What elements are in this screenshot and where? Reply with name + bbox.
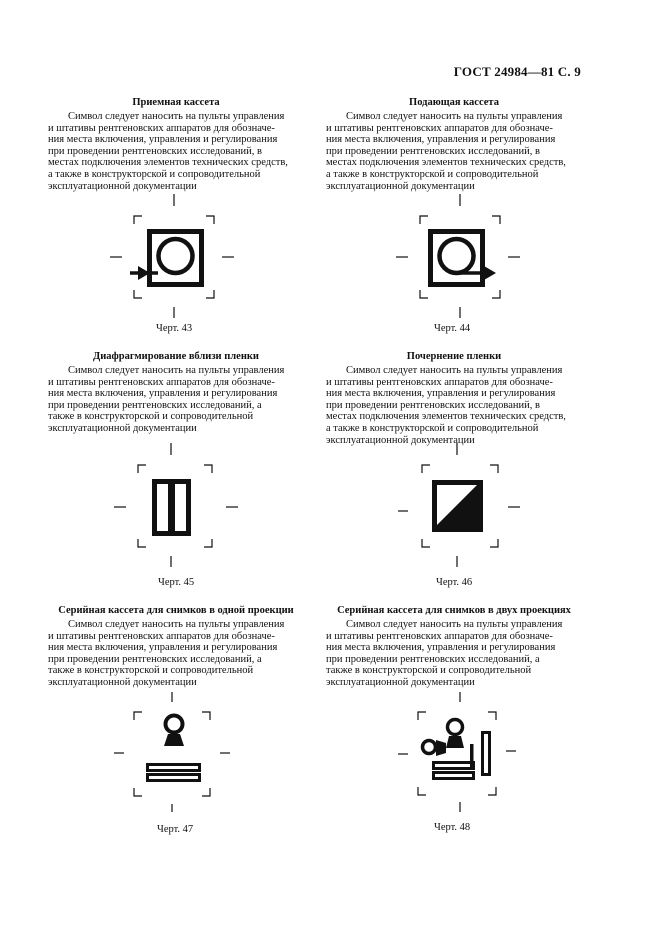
text-line: ния места включения, управления и регулирования — [326, 642, 556, 654]
text-line: Символ следует наносить на пульты управления — [68, 111, 285, 122]
section-title: Диафрагмирование вблизи пленки — [93, 351, 259, 362]
figure-caption: Черт. 48 — [434, 822, 471, 833]
text-line: местах подключения элементов технических средств, — [48, 157, 288, 169]
section-title: Подающая кассета — [409, 97, 499, 108]
section-diaphragm-near-film — [48, 350, 304, 435]
text-line: а также в конструкторской и сопроводительной — [326, 422, 539, 434]
text-line: а также в конструкторской и сопроводительной — [48, 168, 261, 180]
text-line: ния места включения, управления и регулирования — [326, 388, 556, 400]
text-line: ния места включения, управления и регулирования — [326, 134, 556, 146]
section-serial-cassette-one-projection — [48, 604, 304, 689]
figure-caption: Черт. 43 — [156, 323, 193, 334]
text-line: эксплуатационной документации — [48, 676, 197, 688]
text-line: и штативы рентгеновских аппаратов для обозначе- — [326, 376, 553, 388]
text-line: эксплуатационной документации — [326, 180, 475, 192]
text-line: местах подключения элементов технических средств, — [326, 411, 566, 423]
text-line: также в конструкторской и сопроводительной — [48, 411, 254, 423]
section-description — [48, 365, 304, 435]
text-line: также в конструкторской и сопроводительной — [48, 665, 254, 677]
diaphragm-symbol — [114, 443, 244, 573]
text-line: эксплуатационной документации — [48, 422, 197, 434]
section-title: Серийная кассета для снимков в двух проекциях — [337, 605, 571, 616]
text-line: эксплуатационной документации — [326, 434, 475, 446]
text-line: Символ следует наносить на пульты управления — [346, 619, 563, 630]
figure-caption: Черт. 45 — [158, 577, 195, 588]
text-line: местах подключения элементов технических средств, — [326, 157, 566, 169]
section-description — [326, 619, 582, 689]
figure-caption: Черт. 44 — [434, 323, 471, 334]
text-line: и штативы рентгеновских аппаратов для обозначе- — [48, 376, 275, 388]
section-receiving-cassette — [48, 96, 304, 192]
text-line: Символ следует наносить на пульты управления — [346, 365, 563, 376]
text-line: ния места включения, управления и регулирования — [48, 642, 278, 654]
text-line: при проведении рентгеновских исследований, а — [48, 653, 262, 665]
serial-cassette-two-projections-symbol — [396, 690, 526, 820]
section-description — [326, 111, 582, 192]
diaphragm-icon — [114, 443, 244, 573]
serial-cassette-two-icon — [396, 690, 526, 820]
film-blackening-icon — [396, 443, 526, 573]
section-title: Почернение пленки — [406, 351, 502, 362]
text-line: при проведении рентгеновских исследований, в — [326, 145, 540, 157]
section-title: Серийная кассета для снимков в одной проекции — [58, 605, 294, 616]
section-feeding-cassette — [326, 96, 582, 192]
serial-cassette-one-icon — [112, 690, 242, 820]
figure-caption: Черт. 47 — [157, 824, 194, 835]
section-description — [48, 619, 304, 689]
text-line: и штативы рентгеновских аппаратов для обозначе- — [48, 630, 275, 642]
section-description — [48, 111, 304, 192]
feeding-cassette-icon — [396, 194, 526, 324]
page-header: ГОСТ 24984—81 С. 9 — [453, 64, 581, 79]
text-line: Символ следует наносить на пульты управления — [68, 365, 285, 376]
text-line: и штативы рентгеновских аппаратов для обозначе- — [48, 122, 275, 134]
text-line: и штативы рентгеновских аппаратов для обозначе- — [326, 122, 553, 134]
text-line: Символ следует наносить на пульты управления — [346, 111, 563, 122]
text-line: эксплуатационной документации — [326, 676, 475, 688]
section-title: Приемная кассета — [132, 97, 220, 108]
section-description — [326, 365, 582, 446]
text-line: при проведении рентгеновских исследований, в — [326, 399, 540, 411]
text-line: также в конструкторской и сопроводительной — [326, 665, 532, 677]
section-film-blackening — [326, 350, 582, 446]
feeding-cassette-symbol — [396, 194, 526, 324]
receiving-cassette-icon — [110, 194, 240, 324]
receiving-cassette-symbol — [110, 194, 240, 324]
figure-caption: Черт. 46 — [436, 577, 473, 588]
text-line: а также в конструкторской и сопроводительной — [326, 168, 539, 180]
text-line: ния места включения, управления и регулирования — [48, 134, 278, 146]
serial-cassette-one-projection-symbol — [112, 690, 242, 820]
text-line: ния места включения, управления и регулирования — [48, 388, 278, 400]
text-line: при проведении рентгеновских исследований, а — [48, 399, 262, 411]
text-line: при проведении рентгеновских исследований, в — [48, 145, 262, 157]
section-serial-cassette-two-projections — [326, 604, 582, 689]
text-line: Символ следует наносить на пульты управления — [68, 619, 285, 630]
text-line: при проведении рентгеновских исследований, а — [326, 653, 540, 665]
text-line: эксплуатационной документации — [48, 180, 197, 192]
film-blackening-symbol — [396, 443, 526, 573]
text-line: и штативы рентгеновских аппаратов для обозначе- — [326, 630, 553, 642]
